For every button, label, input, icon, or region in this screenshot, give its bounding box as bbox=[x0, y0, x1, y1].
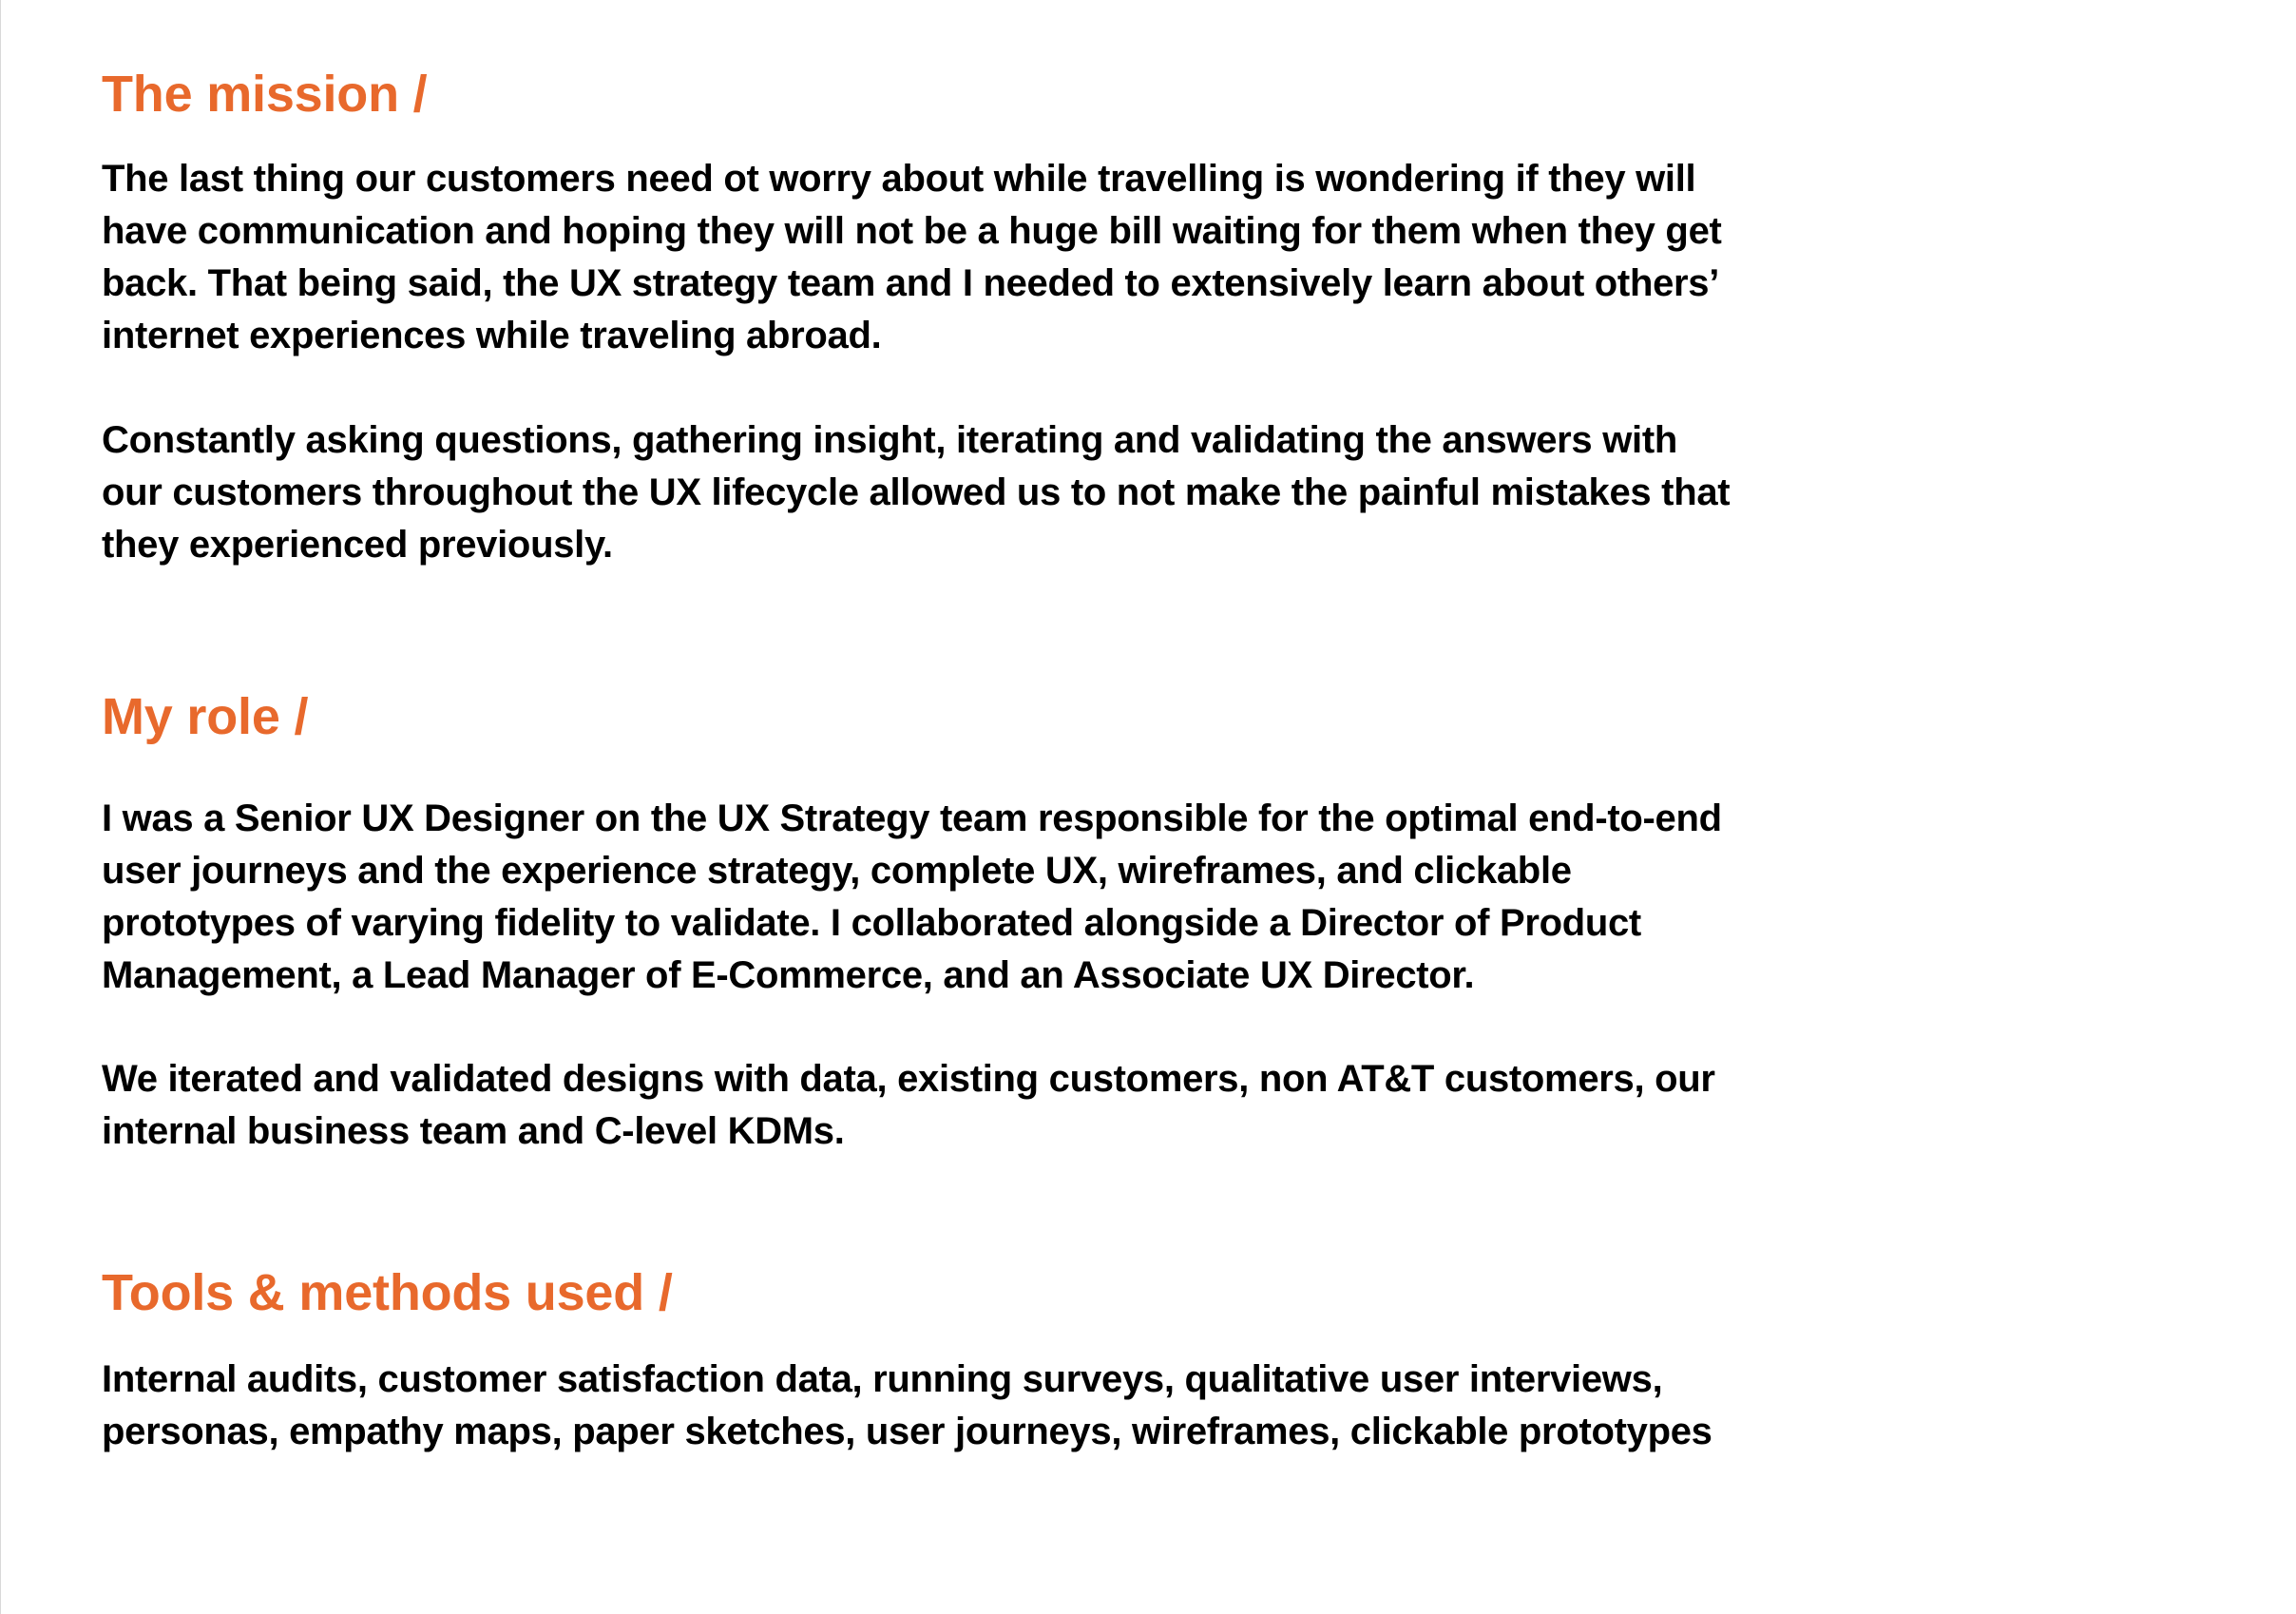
tools-p1-line-1: Internal audits, customer satisfaction data, running surveys, qualitative user interviews, bbox=[102, 1358, 1663, 1400]
mission-paragraph-1 bbox=[102, 153, 1907, 362]
mission-p1-line-2: have communication and hoping they will not be a huge bill waiting for them when they get bbox=[102, 210, 1722, 252]
role-p1-line-3: prototypes of varying fidelity to validate. I collaborated alongside a Director of Product bbox=[102, 902, 1641, 944]
mission-p2-line-2: our customers throughout the UX lifecycle allowed us to not make the painful mistakes that bbox=[102, 471, 1731, 513]
mission-paragraph-2 bbox=[102, 414, 1907, 571]
mission-heading: The mission / bbox=[102, 66, 428, 123]
role-p1-line-2: user journeys and the experience strategy, complete UX, wireframes, and clickable bbox=[102, 850, 1572, 892]
role-heading: My role / bbox=[102, 688, 309, 745]
page-edge-divider bbox=[0, 0, 1, 1614]
mission-p2-line-3: they experienced previously. bbox=[102, 524, 613, 566]
role-p1-line-1: I was a Senior UX Designer on the UX Strategy team responsible for the optimal end-to-end bbox=[102, 797, 1722, 839]
role-paragraph-1 bbox=[102, 793, 1907, 1002]
mission-p1-line-3: back. That being said, the UX strategy team and I needed to extensively learn about others’ bbox=[102, 262, 1720, 304]
mission-p1-line-4: internet experiences while traveling abroad. bbox=[102, 315, 882, 356]
tools-p1-line-2: personas, empathy maps, paper sketches, user journeys, wireframes, clickable prototypes bbox=[102, 1411, 1712, 1452]
mission-p2-line-1: Constantly asking questions, gathering insight, iterating and validating the answers with bbox=[102, 419, 1677, 461]
role-paragraph-2 bbox=[102, 1053, 1907, 1158]
role-p2-line-2: internal business team and C-level KDMs. bbox=[102, 1110, 845, 1152]
tools-paragraph-1 bbox=[102, 1354, 1907, 1458]
tools-heading: Tools & methods used / bbox=[102, 1264, 673, 1321]
mission-p1-line-1: The last thing our customers need ot worry about while travelling is wondering if they will bbox=[102, 158, 1696, 200]
role-p1-line-4: Management, a Lead Manager of E-Commerce, and an Associate UX Director. bbox=[102, 954, 1475, 996]
role-p2-line-1: We iterated and validated designs with data, existing customers, non AT&T customers, our bbox=[102, 1058, 1715, 1100]
